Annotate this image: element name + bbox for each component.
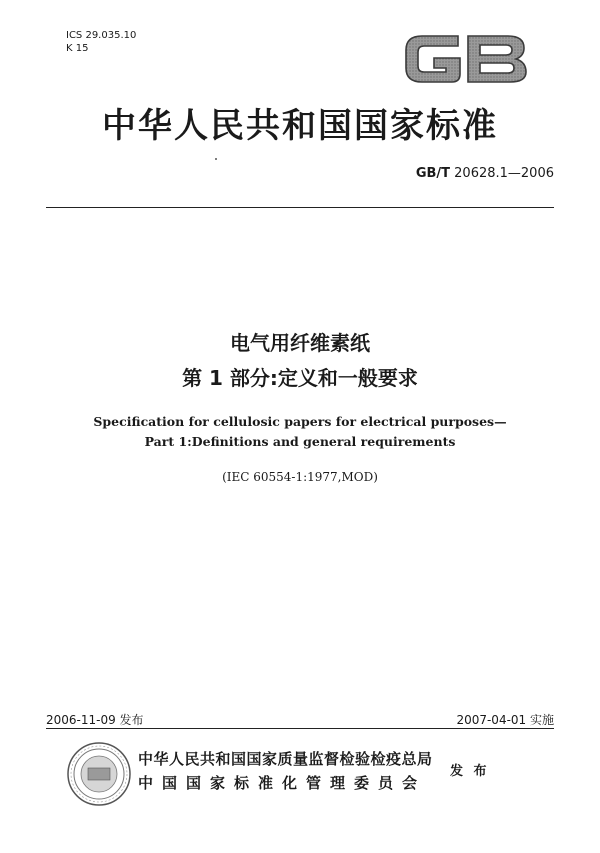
issue-date: 2006-11-09 发布 — [46, 713, 144, 727]
official-seal-icon — [66, 741, 132, 807]
chinese-title-line-1: 电气用纤维素纸 — [230, 331, 370, 355]
ics-code: ICS 29.035.10 — [66, 30, 137, 41]
standard-number — [416, 166, 554, 181]
standard-prefix: GB/T — [415, 166, 451, 181]
ccs-code: K 15 — [66, 43, 89, 54]
chinese-title-line-2: 第 1 部分:定义和一般要求 — [182, 366, 418, 390]
gb-logo — [400, 28, 532, 90]
implementation-date: 2007-04-01 实施 — [456, 713, 554, 727]
release-label: 发 布 — [450, 764, 490, 779]
country-standard-title: 中华人民共和国国家标准 — [102, 106, 498, 146]
classification-codes — [66, 29, 136, 55]
issuer-line-1: 中华人民共和国国家质量监督检验检疫总局 — [138, 750, 433, 768]
divider-bottom — [46, 728, 554, 729]
english-title-line-2: Part 1:Definitions and general requirements — [144, 434, 456, 449]
speck-mark — [215, 158, 217, 160]
standard-code: 20628.1—2006 — [454, 166, 554, 181]
english-title-line-1: Specification for cellulosic papers for electrical purposes— — [93, 414, 507, 429]
equivalence-note: (IEC 60554-1:1977,MOD) — [222, 470, 378, 484]
divider-top — [46, 207, 554, 208]
issuer-line-2: 中国国家标准化管理委员会 — [138, 774, 427, 792]
